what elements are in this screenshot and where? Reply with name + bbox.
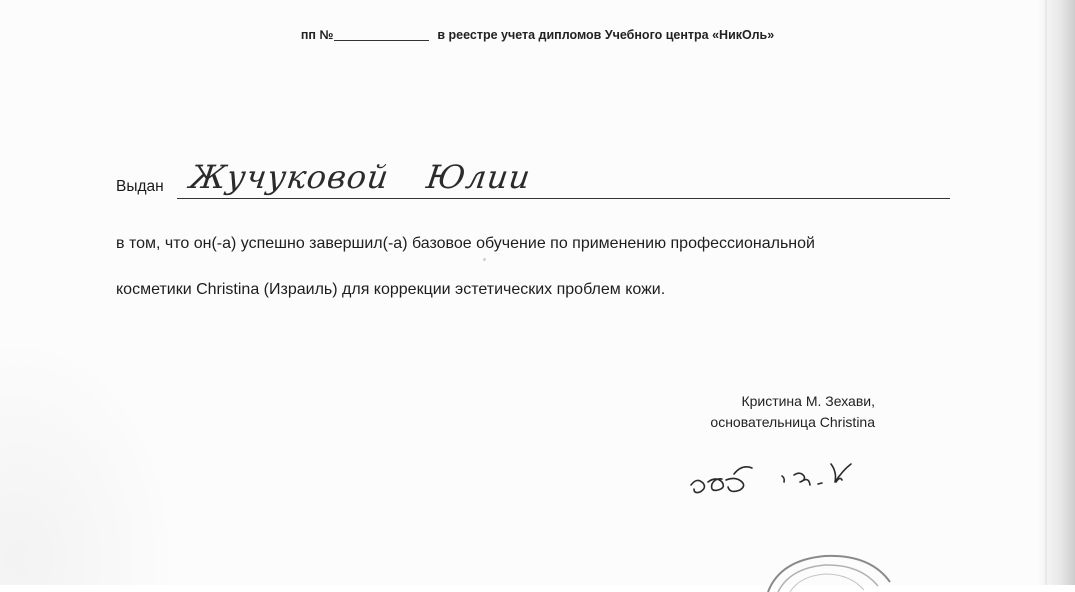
- registry-line: [0, 28, 1075, 42]
- seal-stamp: [760, 552, 900, 592]
- signatory-name: Кристина М. Зехави,: [741, 393, 875, 409]
- handwritten-name-given: Юлии: [424, 158, 534, 196]
- handwritten-name-surname: Жучуковой: [187, 158, 392, 196]
- recipient-underline: [177, 198, 950, 199]
- paper-speck: [483, 258, 486, 261]
- signatory-title: основательница Christina: [710, 414, 875, 430]
- issued-label: Выдан: [116, 178, 164, 195]
- paper-edge-line: [1045, 0, 1047, 585]
- registry-prefix: пп №: [300, 28, 334, 42]
- paper-edge-shadow: [1037, 0, 1075, 585]
- signatory-block: [710, 391, 875, 433]
- paper-shading: [0, 330, 180, 585]
- registry-suffix: в реестре учета дипломов Учебного центра «НикОль»: [437, 28, 775, 42]
- body-text-line-1: в том, что он(-а) успешно завершил(-а) базовое обучение по применению профессиональной: [116, 235, 815, 252]
- handwritten-recipient-name: [187, 158, 533, 196]
- registry-number-blank: [334, 40, 429, 41]
- body-text-line-2: косметики Christina (Израиль) для коррекции эстетических проблем кожи.: [116, 281, 666, 298]
- handwritten-signature: [686, 452, 866, 502]
